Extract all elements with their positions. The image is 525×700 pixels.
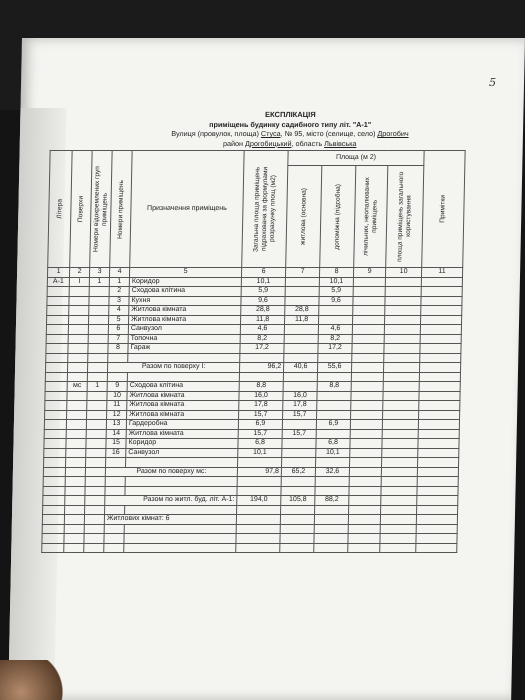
- document-title: ЕКСПЛІКАЦІЯ: [265, 110, 316, 119]
- cell-total-area: 6,8: [238, 439, 282, 449]
- cell-room-name: Гараж: [128, 344, 240, 354]
- cell-common: [384, 325, 420, 335]
- empty-row: [45, 372, 460, 382]
- cell-notes: [421, 287, 462, 297]
- cell-total-area: 15,7: [238, 429, 282, 439]
- header-row: [50, 151, 465, 166]
- cell-floor: мс: [67, 382, 87, 392]
- floor2-sum-living: 65,2: [281, 467, 315, 477]
- cell-unheated: [350, 420, 382, 430]
- cell-floor: [69, 296, 89, 306]
- cell-aux-area: [316, 429, 350, 439]
- cell-living-area: 16,0: [283, 391, 317, 401]
- cell-room-number: 13: [106, 420, 126, 430]
- cell-common: [383, 391, 419, 401]
- cell-group: [86, 429, 106, 439]
- table-row: [47, 287, 462, 297]
- cell-room-number: 4: [109, 306, 129, 316]
- document-page: [8, 38, 525, 700]
- table-row: [44, 439, 459, 449]
- page-number: 5: [488, 76, 497, 89]
- table-row: [47, 306, 462, 316]
- cell-living-area: [282, 420, 316, 430]
- cell-unheated: [353, 306, 385, 316]
- cell-unheated: [353, 277, 385, 287]
- region-name: Львівська: [324, 138, 357, 148]
- empty-row: [42, 524, 457, 534]
- table-row: [47, 277, 462, 287]
- cell-litera: [45, 410, 67, 420]
- empty-row: [42, 534, 457, 544]
- table-row: [45, 382, 460, 392]
- cell-common: [385, 277, 421, 287]
- cell-room-name: Санвузол: [126, 448, 238, 458]
- cell-room-name: Житлова кімната: [126, 429, 238, 439]
- cell-room-name: Житлова кімната: [127, 391, 239, 401]
- cell-total-area: 10,1: [238, 448, 282, 458]
- cell-room-name: Житлова кімната: [127, 401, 239, 411]
- col-header-area-group: Площа (м 2): [288, 151, 424, 166]
- table-row: [45, 410, 460, 420]
- cell-living-area: [282, 448, 316, 458]
- cell-total-area: 8,8: [239, 382, 283, 392]
- col-number: 6: [241, 268, 285, 278]
- cell-group: 1: [87, 382, 107, 392]
- cell-total-area: 28,8: [241, 306, 285, 316]
- col-header-groups: Номери відокремлених груп приміщень: [90, 151, 112, 268]
- empty-row: [43, 477, 458, 487]
- cell-living-area: [284, 334, 318, 344]
- cell-total-area: 6,9: [238, 420, 282, 430]
- cell-common: [385, 296, 421, 306]
- cell-room-number: 9: [107, 382, 127, 392]
- cell-floor: [68, 325, 88, 335]
- cell-total-area: 8,2: [240, 334, 284, 344]
- table-row: [47, 296, 462, 306]
- cell-room-name: Коридор: [129, 277, 241, 287]
- cell-total-area: 10,1: [241, 277, 285, 287]
- cell-litera: [44, 439, 66, 449]
- col-number: 11: [421, 268, 462, 278]
- empty-row: [42, 543, 457, 553]
- cell-living-area: 15,7: [282, 429, 316, 439]
- cell-notes: [419, 401, 460, 411]
- cell-total-area: 17,2: [240, 344, 284, 354]
- explication-table: [41, 150, 465, 553]
- table-row: [46, 334, 461, 344]
- cell-living-area: 28,8: [285, 306, 319, 316]
- column-number-row: [47, 268, 462, 278]
- cell-living-area: 15,7: [283, 410, 317, 420]
- cell-notes: [419, 382, 460, 392]
- cell-room-name: Топочна: [128, 334, 240, 344]
- cell-common: [382, 448, 418, 458]
- cell-common: [383, 401, 419, 411]
- cell-room-name: Кухня: [129, 296, 241, 306]
- cell-aux-area: 17,2: [318, 344, 352, 354]
- cell-litera: [44, 429, 66, 439]
- cell-notes: [420, 315, 461, 325]
- col-number: 10: [385, 268, 421, 278]
- col-header-auxiliary: допоміжна (підсобна): [320, 166, 356, 268]
- cell-group: [86, 420, 106, 430]
- cell-litera: [44, 448, 66, 458]
- cell-group: [86, 439, 106, 449]
- cell-group: [87, 391, 107, 401]
- cell-aux-area: 6,8: [316, 439, 350, 449]
- cell-litera: [46, 315, 68, 325]
- cell-total-area: 11,8: [240, 315, 284, 325]
- cell-litera: [45, 391, 67, 401]
- district-line: [140, 139, 440, 149]
- col-header-common: площа приміщень загального користування: [386, 166, 424, 268]
- cell-total-area: 5,9: [241, 287, 285, 297]
- floor1-sum-total: 96,2: [240, 363, 284, 373]
- cell-room-number: 11: [107, 401, 127, 411]
- col-header-unheated: лічильних, неопалюваних приміщень: [354, 166, 388, 268]
- cell-unheated: [352, 344, 384, 354]
- address-line: [140, 129, 440, 139]
- grand-total-area: 194,0: [237, 496, 281, 506]
- cell-aux-area: [317, 391, 351, 401]
- cell-common: [384, 315, 420, 325]
- cell-floor: [67, 410, 87, 420]
- cell-room-number: 14: [106, 429, 126, 439]
- cell-notes: [421, 296, 462, 306]
- district-prefix: район: [223, 138, 244, 148]
- cell-litera: [46, 334, 68, 344]
- floor1-sum-living: 40,6: [284, 363, 318, 373]
- cell-aux-area: [319, 306, 353, 316]
- floor2-rows: [44, 382, 461, 458]
- cell-floor: [67, 401, 87, 411]
- cell-aux-area: [318, 315, 352, 325]
- cell-unheated: [350, 448, 382, 458]
- empty-row: [44, 458, 459, 468]
- cell-floor: [66, 448, 86, 458]
- cell-total-area: 15,7: [239, 410, 283, 420]
- cell-room-number: 6: [108, 325, 128, 335]
- cell-litera: [47, 306, 69, 316]
- col-number: 4: [109, 268, 129, 278]
- cell-room-name: Санвузол: [128, 325, 240, 335]
- cell-aux-area: [317, 410, 351, 420]
- cell-notes: [420, 334, 461, 344]
- col-header-room-numbers: Номери приміщень: [110, 151, 132, 268]
- floor1-rows: [46, 277, 463, 353]
- col-number: 3: [89, 268, 109, 278]
- cell-notes: [418, 420, 459, 430]
- document-subtitle: приміщень будинку садибного типу літ. "А-1": [209, 119, 372, 129]
- empty-row: [46, 353, 461, 363]
- cell-room-name: Сходова клітина: [127, 382, 239, 392]
- cell-unheated: [351, 391, 383, 401]
- cell-aux-area: [317, 401, 351, 411]
- document-header: [140, 110, 441, 148]
- cell-group: [87, 401, 107, 411]
- col-header-litera: Літера: [48, 151, 72, 268]
- cell-unheated: [350, 439, 382, 449]
- cell-living-area: 11,8: [284, 315, 318, 325]
- cell-floor: [68, 344, 88, 354]
- cell-group: [87, 410, 107, 420]
- grand-total-aux: 88,2: [315, 496, 349, 506]
- address-street: Стуса: [260, 129, 281, 138]
- col-header-floors: Поверхи: [70, 151, 92, 268]
- col-header-total-area: Загальна площа приміщень підрахована за формулами розрахунку площ (м2): [242, 151, 288, 268]
- col-number: 5: [129, 268, 241, 278]
- col-header-purpose: Призначення приміщень: [130, 151, 244, 268]
- cell-floor: [68, 334, 88, 344]
- cell-litera: [44, 420, 66, 430]
- cell-room-name: Житлова кімната: [128, 315, 240, 325]
- cell-notes: [419, 410, 460, 420]
- cell-room-number: 2: [109, 287, 129, 297]
- cell-aux-area: 8,2: [318, 334, 352, 344]
- cell-living-area: [284, 325, 318, 335]
- region-prefix: , область: [291, 138, 323, 148]
- cell-notes: [421, 277, 462, 287]
- floor2-sum-total: 97,8: [237, 467, 281, 477]
- cell-floor: [67, 391, 87, 401]
- cell-notes: [420, 325, 461, 335]
- address-city: Дрогобич: [377, 129, 409, 138]
- cell-living-area: [285, 277, 319, 287]
- cell-group: [88, 344, 108, 354]
- cell-notes: [418, 439, 459, 449]
- empty-row: [43, 505, 458, 515]
- cell-living-area: [283, 382, 317, 392]
- col-header-notes: Примітки: [422, 151, 465, 268]
- grand-total-living: 105,8: [281, 496, 315, 506]
- cell-room-number: 15: [106, 439, 126, 449]
- cell-living-area: 17,8: [283, 401, 317, 411]
- cell-common: [384, 334, 420, 344]
- cell-group: [88, 325, 108, 335]
- cell-common: [385, 287, 421, 297]
- grand-total-row: [43, 496, 458, 506]
- cell-room-name: Гардеробна: [126, 420, 238, 430]
- cell-litera: [47, 287, 69, 297]
- address-street-prefix: Вулиця (провулок, площа): [171, 129, 260, 138]
- cell-total-area: 9,6: [241, 296, 285, 306]
- cell-notes: [418, 429, 459, 439]
- cell-room-number: 1: [109, 277, 129, 287]
- cell-room-name: Житлова кімната: [129, 306, 241, 316]
- cell-floor: [66, 439, 86, 449]
- cell-unheated: [353, 296, 385, 306]
- cell-group: [89, 306, 109, 316]
- col-number: 2: [69, 268, 89, 278]
- cell-unheated: [352, 334, 384, 344]
- cell-litera: [45, 401, 67, 411]
- table-row: [44, 420, 459, 430]
- cell-living-area: [285, 296, 319, 306]
- cell-unheated: [352, 325, 384, 335]
- table-row: [46, 325, 461, 335]
- grand-total-label: Разом по житл. буд. літ. А-1:: [105, 496, 237, 506]
- cell-group: 1: [89, 277, 109, 287]
- col-number: 7: [285, 268, 319, 278]
- cell-group: [89, 296, 109, 306]
- cell-aux-area: 9,6: [319, 296, 353, 306]
- floor1-sum-aux: 55,6: [318, 363, 352, 373]
- cell-notes: [419, 391, 460, 401]
- floor2-sum-label: Разом по поверху мс:: [105, 467, 237, 477]
- col-number: 1: [47, 268, 69, 278]
- table-row: [44, 429, 459, 439]
- floor2-sum-aux: 32,6: [315, 467, 349, 477]
- floor1-sum-row: [46, 363, 461, 373]
- cell-unheated: [351, 401, 383, 411]
- cell-unheated: [351, 382, 383, 392]
- floor1-sum-label: Разом по поверху І:: [108, 363, 240, 373]
- cell-room-number: 10: [107, 391, 127, 401]
- cell-room-number: 8: [108, 344, 128, 354]
- cell-floor: [69, 306, 89, 316]
- table-row: [46, 344, 461, 354]
- floor2-sum-row: [43, 467, 458, 477]
- cell-group: [89, 287, 109, 297]
- cell-aux-area: 6,9: [316, 420, 350, 430]
- cell-group: [88, 334, 108, 344]
- table-row: [44, 448, 459, 458]
- cell-litera: А-1: [47, 277, 69, 287]
- cell-unheated: [353, 287, 385, 297]
- cell-living-area: [284, 344, 318, 354]
- district-name: Дрогобицький: [245, 138, 292, 148]
- cell-room-number: 16: [106, 448, 126, 458]
- col-header-living: житлова (основна): [286, 166, 322, 268]
- cell-litera: [46, 325, 68, 335]
- address-mid: , № 95, місто (селище, село): [280, 129, 376, 138]
- cell-notes: [418, 448, 459, 458]
- cell-litera: [47, 296, 69, 306]
- cell-living-area: [285, 287, 319, 297]
- cell-room-name: Коридор: [126, 439, 238, 449]
- cell-common: [383, 382, 419, 392]
- cell-aux-area: 4,6: [318, 325, 352, 335]
- cell-aux-area: 8,8: [317, 382, 351, 392]
- cell-total-area: 4,6: [240, 325, 284, 335]
- cell-room-name: Сходова клітина: [129, 287, 241, 297]
- cell-aux-area: 10,1: [319, 277, 353, 287]
- cell-unheated: [351, 410, 383, 420]
- living-rooms-row: [42, 515, 457, 525]
- col-number: 9: [353, 268, 385, 278]
- cell-room-number: 3: [109, 296, 129, 306]
- cell-living-area: [282, 439, 316, 449]
- table-row: [46, 315, 461, 325]
- cell-floor: [66, 429, 86, 439]
- table-row: [45, 391, 460, 401]
- cell-litera: [46, 344, 68, 354]
- cell-common: [384, 344, 420, 354]
- cell-floor: [66, 420, 86, 430]
- cell-unheated: [352, 315, 384, 325]
- cell-aux-area: 5,9: [319, 287, 353, 297]
- cell-floor: [69, 287, 89, 297]
- empty-row: [43, 486, 458, 496]
- cell-unheated: [350, 429, 382, 439]
- cell-common: [382, 420, 418, 430]
- thumb-in-photo: [0, 660, 70, 700]
- cell-room-number: 5: [108, 315, 128, 325]
- cell-total-area: 17,8: [239, 401, 283, 411]
- cell-common: [382, 429, 418, 439]
- cell-floor: І: [69, 277, 89, 287]
- cell-room-number: 12: [107, 410, 127, 420]
- cell-aux-area: 10,1: [316, 448, 350, 458]
- cell-common: [382, 439, 418, 449]
- living-rooms-count: Житлових кімнат: 6: [104, 515, 236, 525]
- col-number: 8: [319, 268, 353, 278]
- cell-total-area: 16,0: [239, 391, 283, 401]
- cell-common: [383, 410, 419, 420]
- cell-common: [385, 306, 421, 316]
- cell-floor: [68, 315, 88, 325]
- table-row: [45, 401, 460, 411]
- cell-room-number: 7: [108, 334, 128, 344]
- cell-room-name: Житлова кімната: [127, 410, 239, 420]
- cell-notes: [421, 306, 462, 316]
- cell-notes: [420, 344, 461, 354]
- cell-group: [86, 448, 106, 458]
- cell-group: [88, 315, 108, 325]
- cell-litera: [45, 382, 67, 392]
